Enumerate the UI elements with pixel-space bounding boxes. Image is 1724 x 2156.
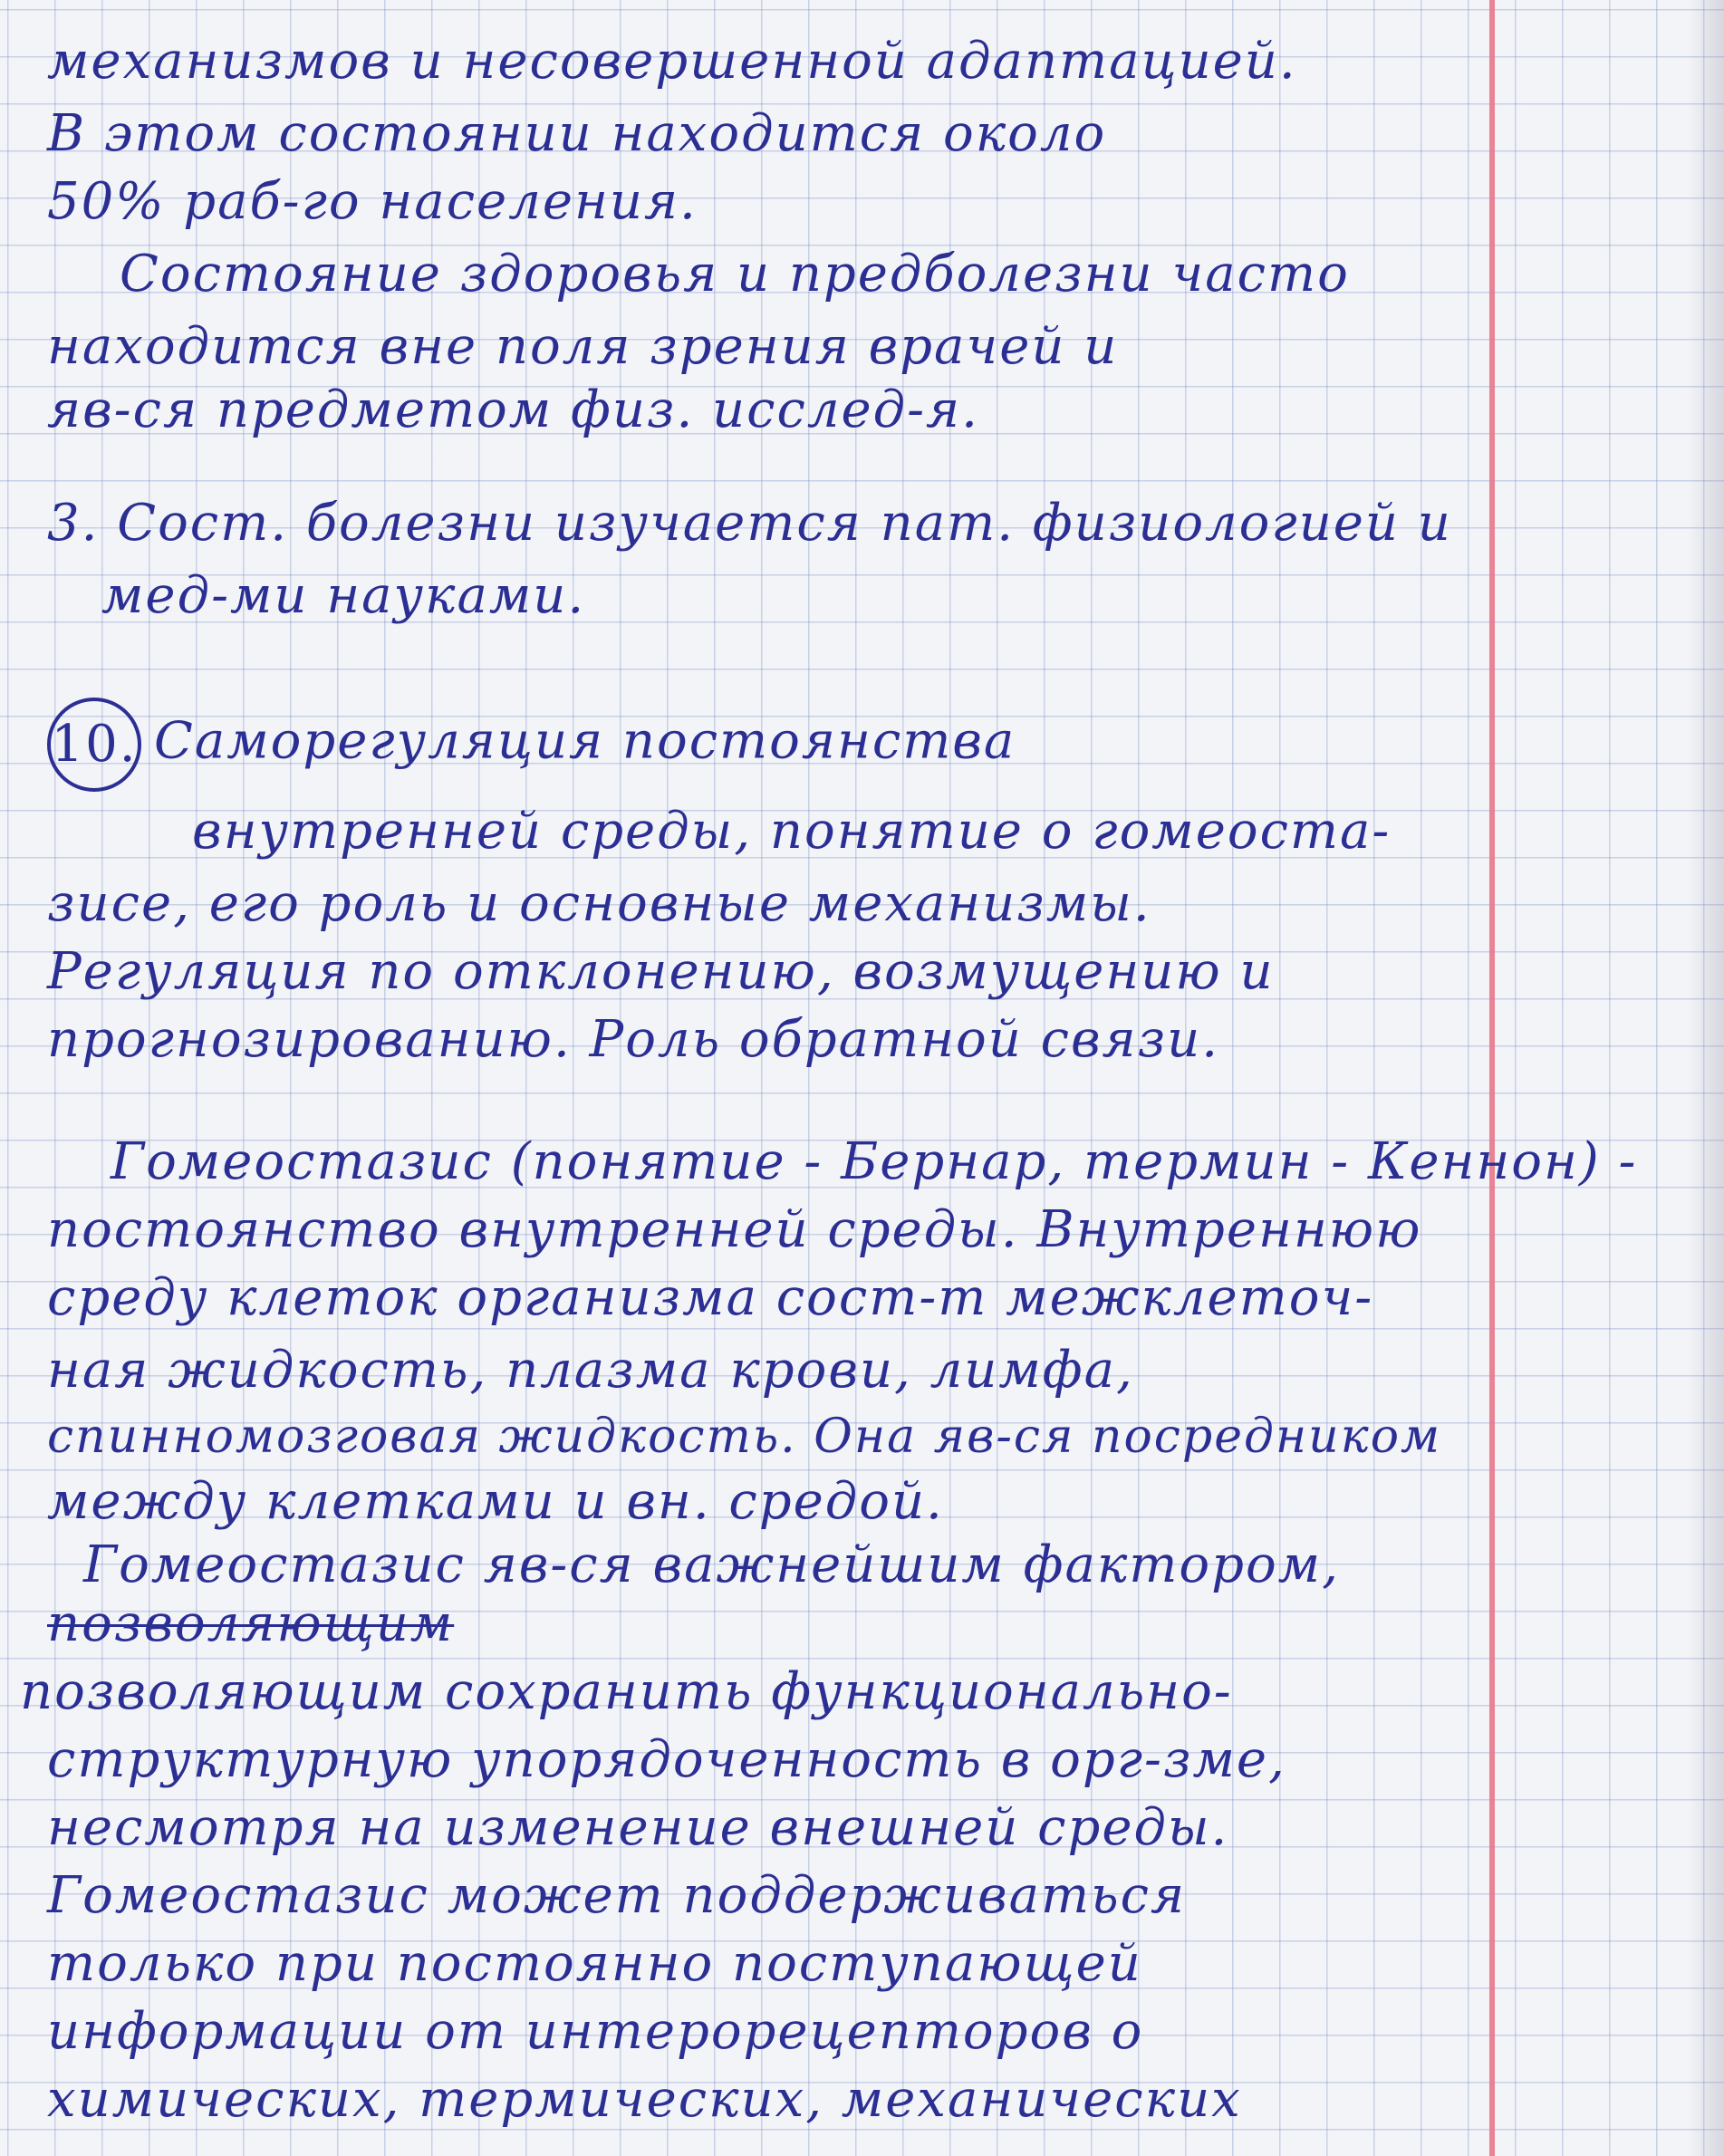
text-line: Гомеостазис яв-ся важнейшим фактором, — [83, 1535, 1340, 1594]
text-line: между клетками и вн. средой. — [47, 1472, 944, 1531]
text-line: механизмов и несовершенной адаптацией. — [47, 32, 1297, 91]
section-heading — [47, 698, 1016, 797]
text-line: внутренней среды, понятие о гомеоста- — [192, 802, 1392, 861]
text-line: мед-ми науками. — [101, 566, 586, 625]
text-line: Состояние здоровья и предболезни часто — [120, 245, 1350, 303]
struck-text-line: позволяющим — [47, 1594, 455, 1653]
text-line: Гомеостазис может поддерживаться — [47, 1866, 1187, 1925]
text-line: 3. Сост. болезни изучается пат. физиологией и — [47, 494, 1452, 553]
text-line: постоянство внутренней среды. Внутреннюю — [47, 1200, 1422, 1259]
text-line: несмотря на изменение внешней среды. — [47, 1798, 1229, 1857]
text-line: информации от интерорецепторов о — [47, 2002, 1144, 2061]
text-line: прогнозированию. Роль обратной связи. — [47, 1010, 1220, 1069]
text-line: структурную упорядоченность в орг-зме, — [47, 1730, 1286, 1789]
text-line: находится вне поля зрения врачей и — [47, 317, 1119, 376]
text-line: Регуляция по отклонению, возмущению и — [47, 942, 1275, 1001]
text-line: Гомеостазис (понятие - Бернар, термин - Кеннон) - — [111, 1132, 1638, 1191]
text-line: среду клеток организма сост-т межклеточ- — [47, 1268, 1374, 1327]
text-line: ная жидкость, плазма крови, лимфа, — [47, 1341, 1134, 1400]
text-line: В этом состоянии находится около — [47, 104, 1107, 163]
page-edge — [1688, 0, 1724, 2156]
section-number: 10. — [47, 698, 141, 792]
margin-line — [1489, 0, 1495, 2156]
heading-text: Саморегуляция постоянства — [154, 711, 1016, 771]
text-line: химических, термических, механических — [47, 2070, 1242, 2129]
text-line: зисе, его роль и основные механизмы. — [47, 874, 1151, 933]
text-line: только при постоянно поступающей — [47, 1934, 1142, 1993]
text-line: спинномозговая жидкость. Она яв-ся посредником — [47, 1410, 1442, 1464]
text-line: яв-ся предметом физ. исслед-я. — [47, 380, 979, 439]
text-line: позволяющим сохранить функционально- — [20, 1662, 1233, 1721]
text-line: 50% раб-го населения. — [47, 172, 698, 231]
